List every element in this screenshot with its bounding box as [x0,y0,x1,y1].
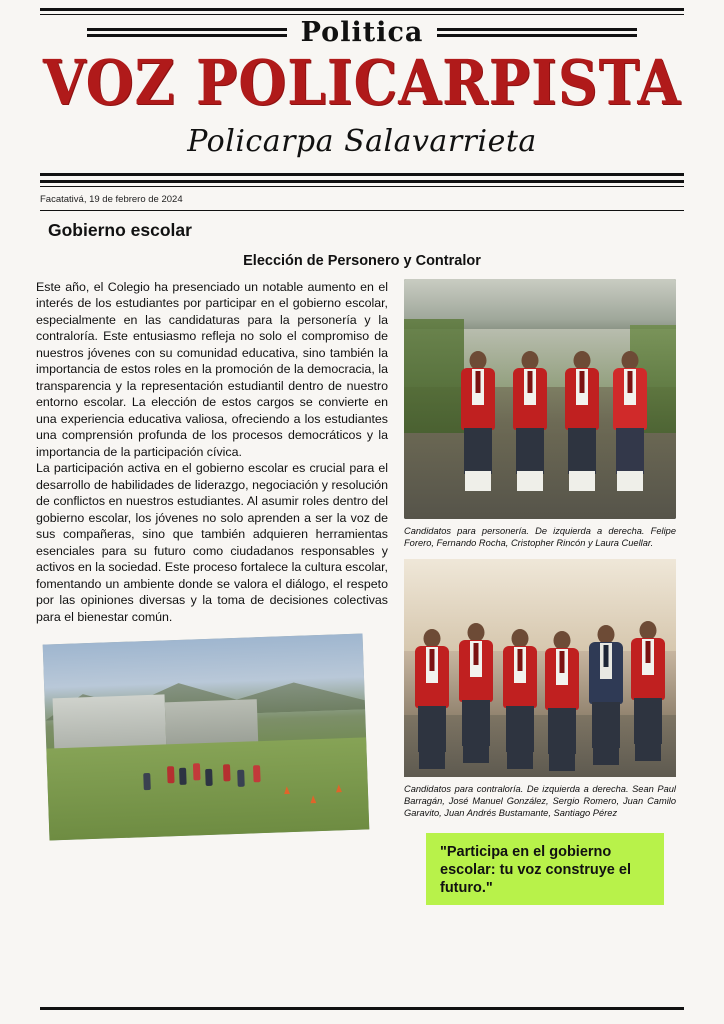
dateline: Facatativá, 19 de febrero de 2024 [40,193,183,205]
personeria-photo [404,279,676,519]
contraloria-photo-student [584,625,628,771]
school-photo-wrap [36,639,388,849]
kicker-rule-right [437,28,637,37]
school-photo-field [46,738,369,841]
masthead-bottom-rule-thin [40,186,684,187]
article-paragraph-2: La participación activa en el gobierno escolar es crucial para el desarrollo de habilidades de liderazgo, negociación y resolución de conflictos en nuestros estudiantes. Al asumir roles dentro del gobierno escolar, los jóvenes no solo aprenden a ser la voz de sus compañeras, sino que también adquieren herramientas esenciales para su futuro como ciudadanos responsables y activos en la sociedad. Este proceso fortalece la cultura escolar, fomentando un ambiente donde se valora el diálogo, el respeto por las opiniones diversas y la toma de decisiones colectivas para el bienestar común. [36,461,388,624]
school-photo-person [179,768,187,785]
contraloria-photo-student [454,623,498,771]
masthead-kicker: Politica [300,17,424,48]
masthead [0,0,724,187]
contraloria-photo-student [626,621,670,771]
personeria-photo-student [608,351,652,501]
masthead-subtitle: Policarpa Salavarrieta [187,123,537,159]
school-photo-person [205,769,213,786]
article-body [0,269,724,905]
school-photo-person [143,773,151,790]
personeria-photo-caption: Candidatos para personería. De izquierda a derecha. Felipe Forero, Fernando Rocha, Cristopher Rincón y Laura Cuellar. [404,525,676,548]
kicker-rule-left [87,28,287,37]
masthead-top-rule [40,8,684,15]
personeria-photo-student [456,351,500,501]
personeria-photo-student [508,351,552,501]
article-headline: Elección de Personero y Contralor [243,252,481,269]
pull-quote: "Participa en el gobierno escolar: tu voz construye el futuro." [426,833,664,905]
media-column [404,279,676,905]
school-photo-person [237,770,245,787]
article-paragraph-1: Este año, el Colegio ha presenciado un notable aumento en el interés de los estudiantes por participar en el gobierno escolar, especialmente en las candidaturas para la personería y la contraloría. Este entusiasmo refleja no solo el compromiso de nuestros jóvenes con su comunidad educativa, sino también la importancia de estos roles en la promoción de la democracia, la transparencia y la representación estudiantil dentro de nuestro entorno escolar. La elección de estos cargos se convierte en una experiencia educativa valiosa, ofreciendo a los estudiantes una comprensión profunda de los procesos democráticos y la importancia de la participación cívica. [36,279,388,459]
text-column [36,279,388,905]
masthead-title: VOZ POLICARPISTA [42,45,682,119]
footer-rule [40,1007,684,1010]
school-photo [43,634,370,841]
personeria-photo-student [560,351,604,501]
section-title: Gobierno escolar [48,219,192,240]
contraloria-photo [404,559,676,777]
contraloria-photo-student [540,631,584,771]
contraloria-photo-student [498,629,542,771]
masthead-kicker-row [40,17,684,48]
contraloria-photo-caption: Candidatos para contraloría. De izquierda a derecha. Sean Paul Barragán, José Manuel González, Sergio Romero, Juan Camilo Garavito, Juan Andrés Bustamante, Santiago Pérez [404,783,676,819]
masthead-bottom-rule [40,173,684,183]
school-photo-person [167,766,175,783]
school-photo-person [193,763,201,780]
contraloria-photo-student [410,629,454,771]
school-photo-person [253,765,261,782]
school-photo-person [223,764,231,781]
